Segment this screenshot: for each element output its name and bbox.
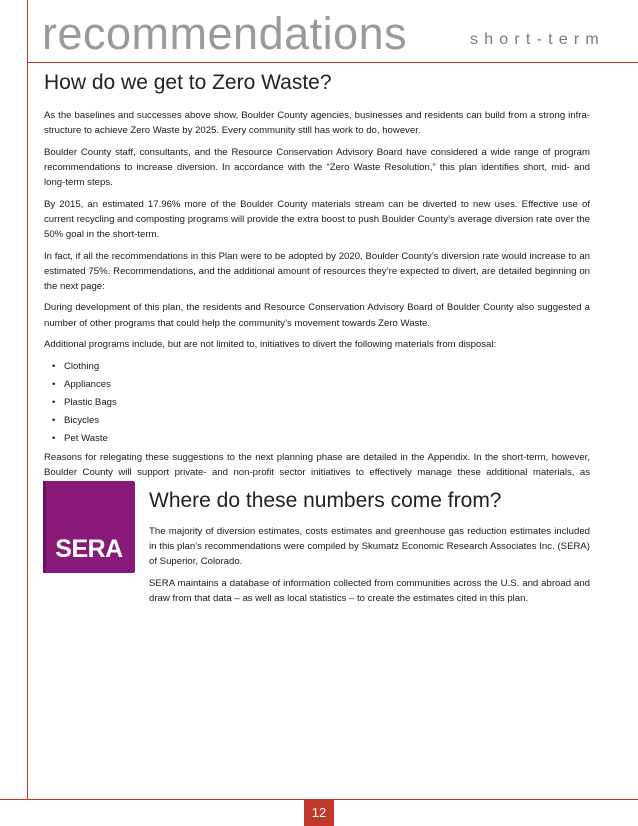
numbers-source-heading: Where do these numbers come from? — [149, 489, 502, 512]
body-paragraph: As the baselines and successes above show, Boulder County agencies, businesses and residents can build from a strong infra-structure to achieve Zero Waste by 2025. Every community still has work to do, however. — [44, 110, 590, 137]
zero-waste-heading: How do we get to Zero Waste? — [44, 71, 332, 94]
bullet-icon: • — [52, 396, 56, 408]
closing-paragraph: Reasons for relegating these suggestions to the next planning phase are detailed in the Appendix. In the short-term, however, Boulder County will support private- and non-profit sector initiatives to effectively manage these additional materials, as — [44, 451, 590, 479]
bullet-icon: • — [52, 414, 56, 426]
sera-logo — [43, 481, 135, 573]
zero-waste-body — [44, 108, 590, 502]
body-paragraph: SERA maintains a database of information collected from communities across the U.S. and abroad and draw from that data – as well as local statistics – to create the estimates cited in this plan. — [149, 577, 590, 605]
bullet-icon: • — [52, 360, 56, 372]
body-paragraph: Boulder County staff, consultants, and the Resource Conservation Advisory Board have considered a wide range of program recommendations to increase diversion. In accordance with the “Zero Waste Resolution,” this plan identifies short, mid- and long-term steps. — [44, 146, 590, 189]
list-item: • Bicycles — [44, 413, 590, 428]
section-title: recommendations — [42, 8, 408, 59]
left-margin-rule — [27, 0, 28, 799]
section-subtitle: short-term — [470, 31, 605, 48]
sera-logo-text: SERA — [55, 535, 123, 563]
body-paragraph: By 2015, an estimated 17.96% more of the Boulder County materials stream can be diverted to new uses. Effective use of current recycling and composting programs will provide the extra boost to push Boulder County’s average diversion rate over the 50% goal in the short-term. — [44, 198, 590, 241]
numbers-source-body — [149, 524, 590, 613]
body-paragraph: Additional programs include, but are not limited to, initiatives to divert the following materials from disposal: — [44, 339, 497, 351]
header-rule — [27, 62, 638, 63]
page-number-badge — [304, 799, 334, 826]
bullet-icon: • — [52, 378, 56, 390]
list-item: • Pet Waste — [44, 431, 590, 446]
body-paragraph: In fact, if all the recommendations in this Plan were to be adopted by 2020, Boulder County’s diversion rate would increase to an estimated 75%. Recommendations, and the additional amount of resources they’re expected to divert, are detailed beginning on the next page: — [44, 250, 590, 292]
body-paragraph: During development of this plan, the residents and Resource Conservation Advisory Board of Boulder County also suggested a number of other programs that could help the community’s movement towards Zero Waste. — [44, 302, 590, 329]
list-item: • Plastic Bags — [44, 395, 590, 410]
list-item: • Appliances — [44, 377, 590, 392]
page-number: 12 — [311, 805, 327, 820]
list-item: • Clothing — [44, 359, 590, 374]
bullet-icon: • — [52, 432, 56, 444]
materials-list — [44, 359, 590, 446]
body-paragraph: The majority of diversion estimates, costs estimates and greenhouse gas reduction estimates included in this plan’s recommendations were compiled by Skumatz Economic Research Associates Inc. (SERA) of Superior, Colorado. — [149, 526, 590, 568]
